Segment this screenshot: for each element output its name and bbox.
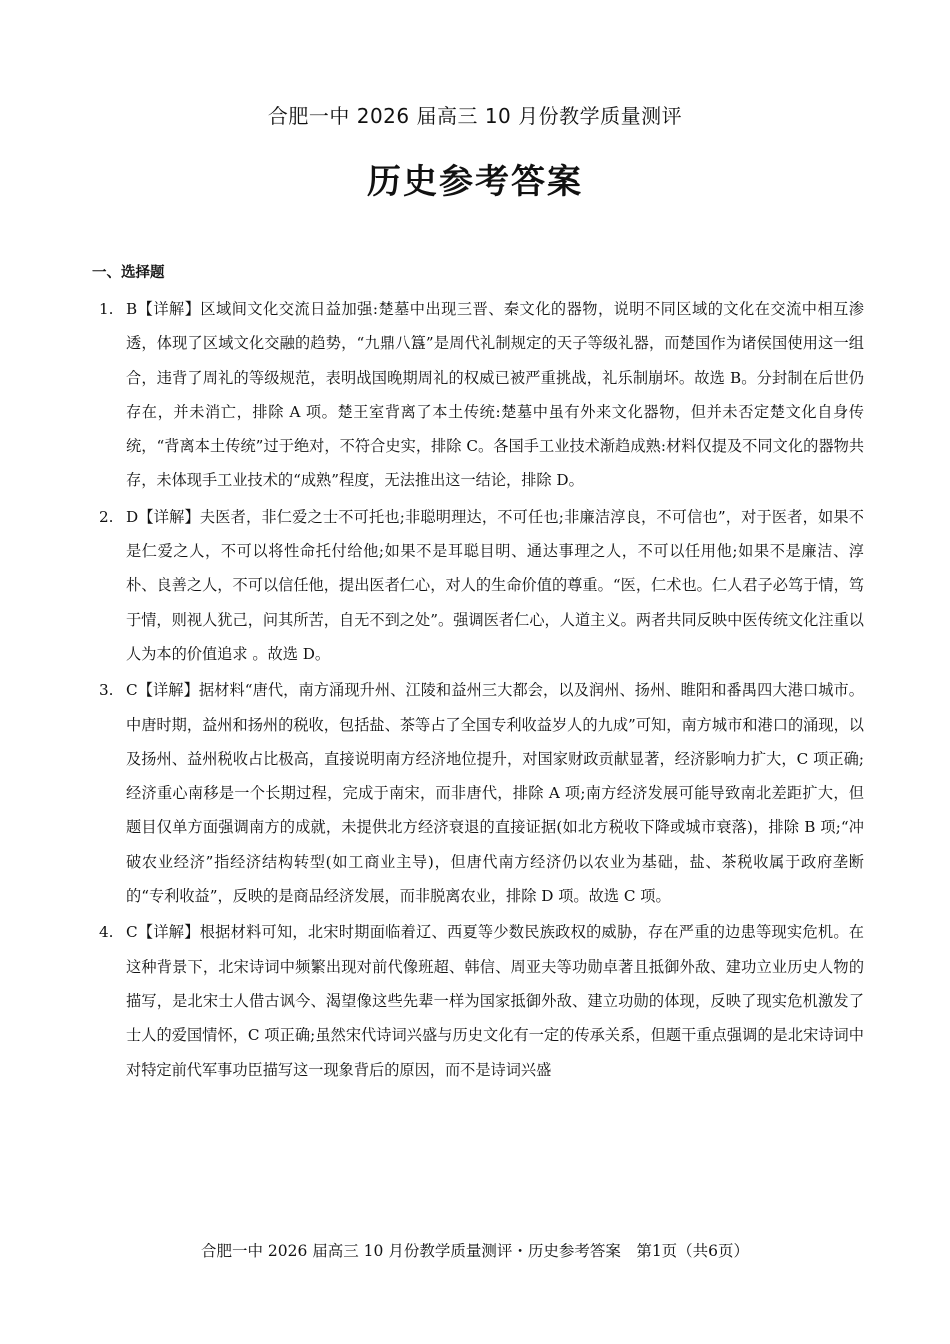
page-footer: 合肥一中 2026 届高三 10 月份教学质量测评・历史参考答案 第1页（共6页） xyxy=(200,1242,750,1260)
answer-list xyxy=(99,292,864,1089)
answer-number: 3. xyxy=(99,681,114,700)
answer-text: D【详解】夫医者，非仁爱之士不可托也;非聪明理达，不可任也;非廉洁淳良，不可信也”，对于医者，如果不是仁爱之人，不可以将性命托付给他;如果不是耳聪目明、通达事理之人，不可以任用他;如果不是廉洁、淳朴、良善之人，不可以信任他，提出医者仁心，对人的生命价值的尊重。“医，仁术也。仁人君子必笃于情，笃于情，则视人犹己，问其所苦，自无不到之处”。强调医者仁心，人道主义。两者共同反映中医传统文化注重以人为本的价值追求 。故选 D。 xyxy=(126,507,864,663)
section-heading: 一、选择题 xyxy=(92,265,165,281)
answer-item xyxy=(99,292,864,498)
document-title: 历史参考答案 xyxy=(367,162,583,202)
answer-number: 4. xyxy=(99,923,114,942)
exam-title: 合肥一中 2026 届高三 10 月份教学质量测评 xyxy=(267,104,683,128)
answer-item xyxy=(99,915,864,1086)
answer-text: B【详解】区域间文化交流日益加强:楚墓中出现三晋、秦文化的器物，说明不同区域的文化在交流中相互渗透，体现了区域文化交融的趋势，“九鼎八簋”是周代礼制规定的天子等级礼器，而楚国作为诸侯国使用这一组合，违背了周礼的等级规范，表明战国晚期周礼的权威已被严重挑战，礼乐制崩坏。故选 B。分封制在后世仍存在，并未消亡，排除 A 项。楚王室背离了本土传统:楚墓中虽有外来文化器物，但并未否定楚文化自身传统，“背离本土传统”过于绝对，不符合史实，排除 C。各国手工业技术渐趋成熟:材料仅提及不同文化的器物共存，未体现手工业技术的“成熟”程度，无法推出这一结论，排除 D。 xyxy=(126,300,864,490)
answer-text: C【详解】根据材料可知，北宋时期面临着辽、西夏等少数民族政权的威胁，存在严重的边患等现实危机。在这种背景下，北宋诗词中频繁出现对前代像班超、韩信、周亚夫等功勋卓著且抵御外敌、建功立业历史人物的描写，是北宋士人借古讽今、渴望像这些先辈一样为国家抵御外敌、建立功勋的体现，反映了现实危机激发了士人的爱国情怀，C 项正确;虽然宋代诗词兴盛与历史文化有一定的传承关系，但题干重点强调的是北宋诗词中对特定前代军事功臣描写这一现象背后的原因，而不是诗词兴盛 xyxy=(126,923,864,1079)
answer-number: 2. xyxy=(99,507,114,526)
answer-item xyxy=(99,673,864,913)
answer-text: C【详解】据材料“唐代，南方涌现升州、江陵和益州三大都会，以及润州、扬州、睢阳和番禺四大港口城市。中唐时期，益州和扬州的税收，包括盐、茶等占了全国专利收益岁人的九成”可知，南方城市和港口的涌现，以及扬州、益州税收占比极高，直接说明南方经济地位提升，对国家财政贡献显著，经济影响力扩大，C 项正确;经济重心南移是一个长期过程，完成于南宋，而非唐代，排除 A 项;南方经济发展可能导致南北差距扩大，但题目仅单方面强调南方的成就，未提供北方经济衰退的直接证据(如北方税收下降或城市衰落)，排除 B 项;“冲破农业经济”指经济结构转型(如工商业主导)，但唐代南方经济仍以农业为基础，盐、茶税收属于政府垄断的“专利收益”，反映的是商品经济发展，而非脱离农业，排除 D 项。故选 C 项。 xyxy=(126,681,864,906)
answer-number: 1. xyxy=(99,300,114,318)
answer-item xyxy=(99,500,864,671)
